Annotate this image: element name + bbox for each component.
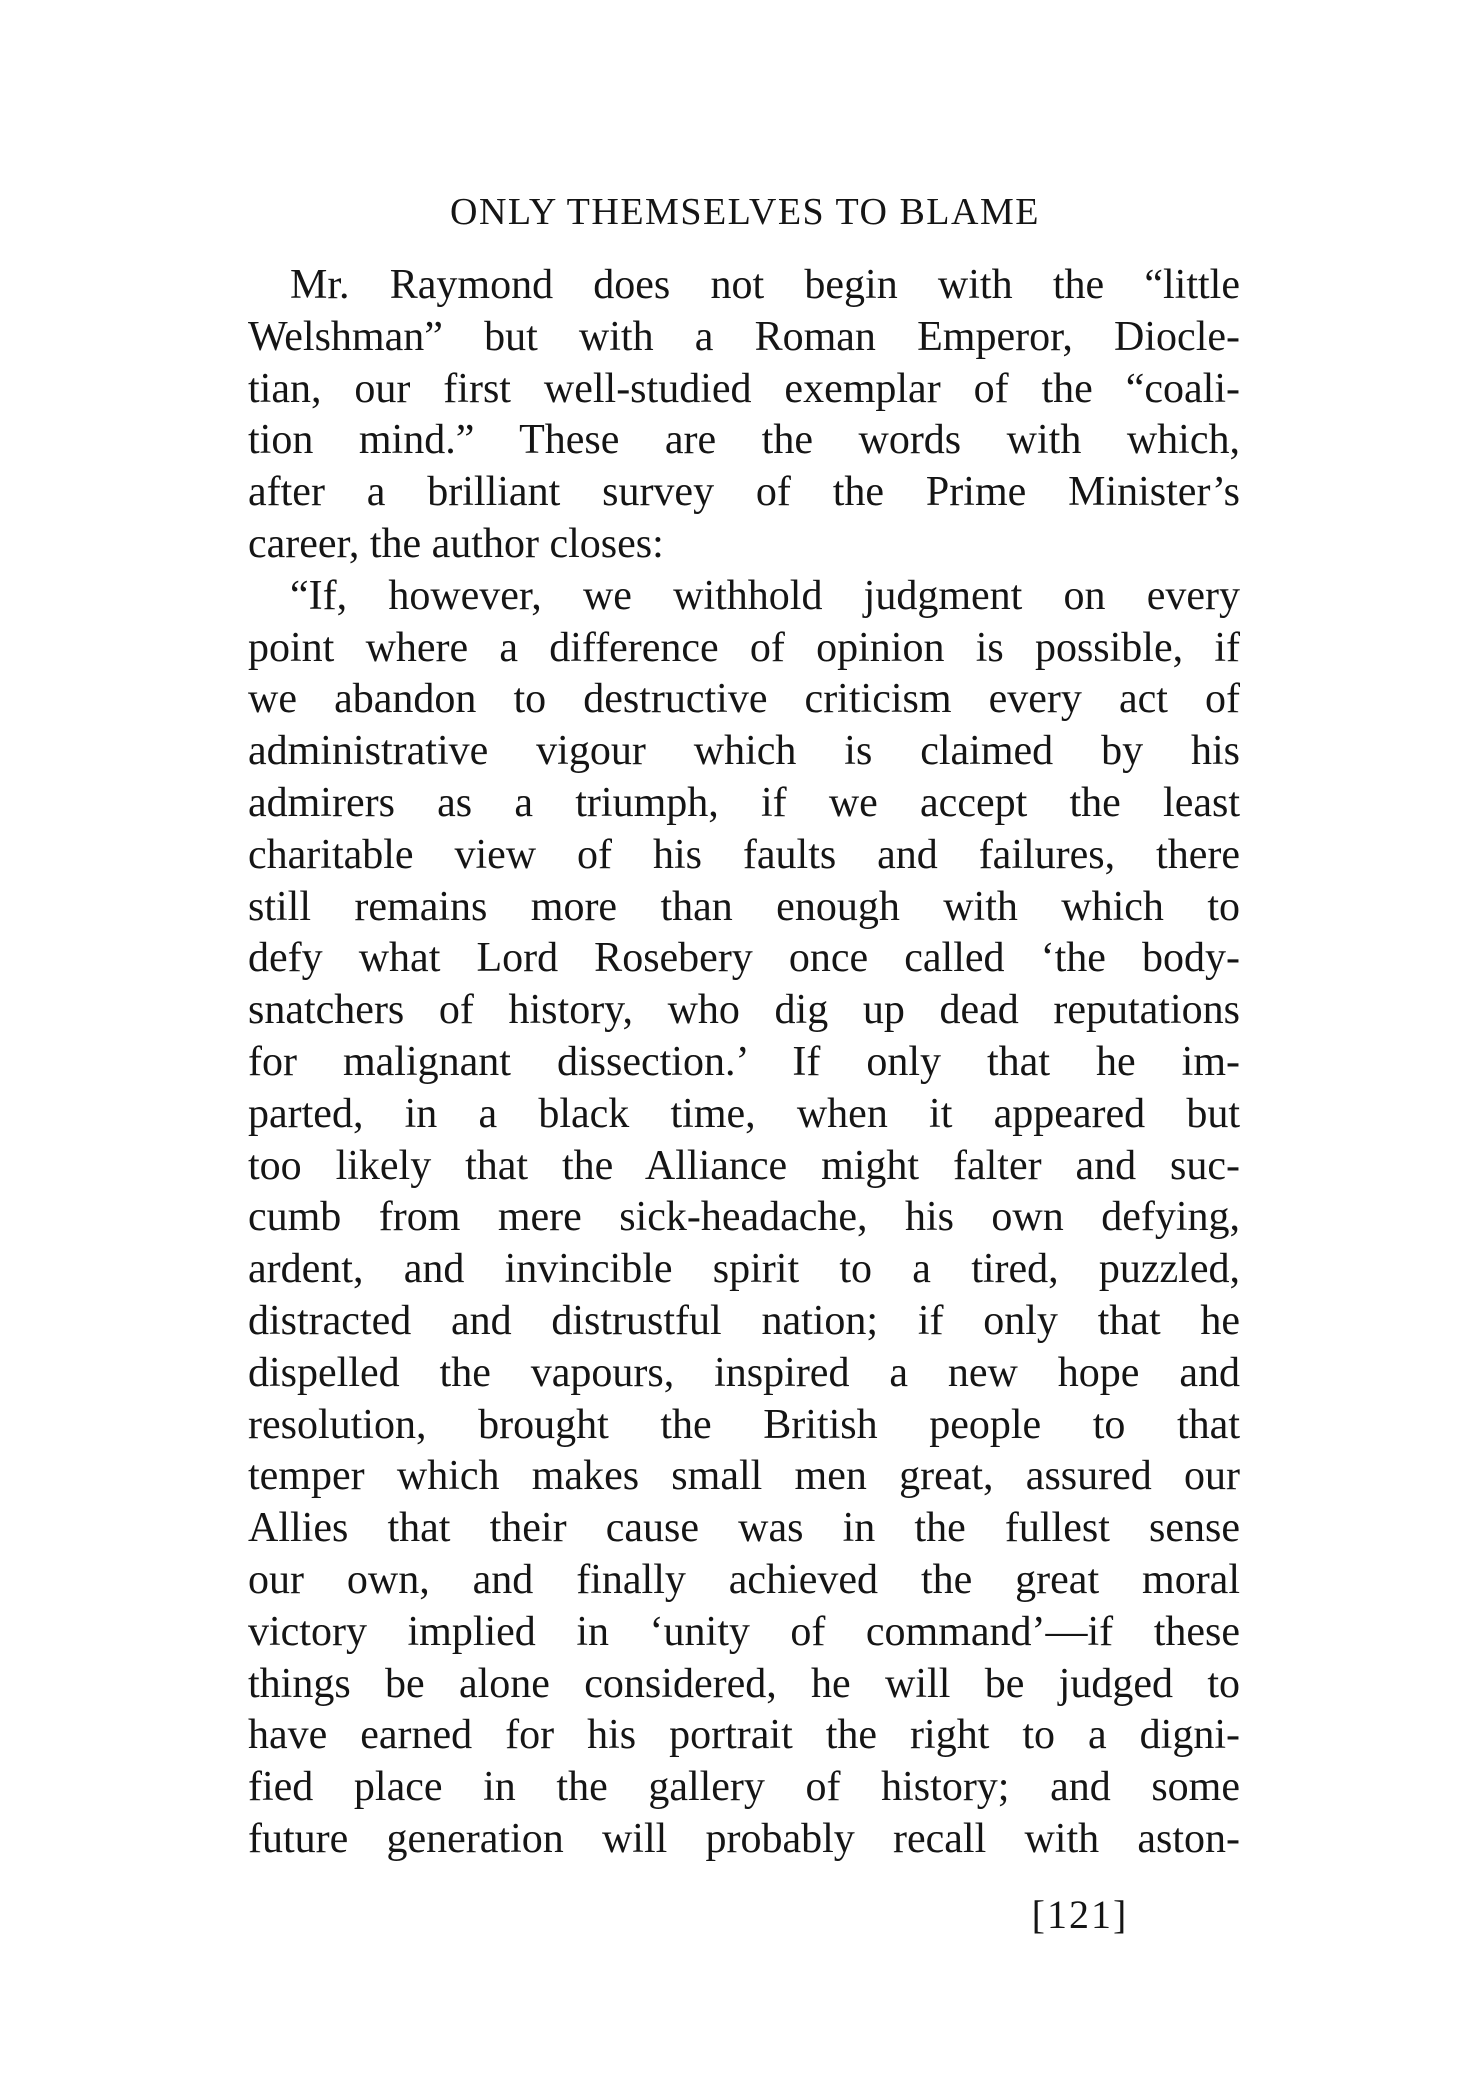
text-line: administrative vigour which is claimed by his (248, 728, 1240, 775)
text-line: after a brilliant survey of the Prime Minister’s (248, 469, 1240, 516)
text-line: defy what Lord Rosebery once called ‘the body- (248, 935, 1240, 982)
running-head: ONLY THEMSELVES TO BLAME (450, 191, 1040, 233)
text-line: admirers as a triumph, if we accept the least (248, 779, 1240, 826)
text-line: distracted and distrustful nation; if only that he (248, 1297, 1240, 1344)
text-line: temper which makes small men great, assured our (248, 1453, 1240, 1500)
text-line: Mr. Raymond does not begin with the “little (290, 262, 1240, 308)
text-line: still remains more than enough with which to (248, 883, 1240, 930)
text-line: have earned for his portrait the right to a digni- (248, 1712, 1240, 1759)
text-line: too likely that the Alliance might falter and suc- (248, 1142, 1240, 1189)
text-line: parted, in a black time, when it appeared but (248, 1090, 1240, 1137)
text-line: Allies that their cause was in the fullest sense (248, 1505, 1240, 1552)
text-line: we abandon to destructive criticism every act of (248, 676, 1240, 723)
text-line: charitable view of his faults and failures, there (248, 831, 1240, 878)
text-line: Welshman” but with a Roman Emperor, Diocle- (248, 313, 1240, 360)
text-line: snatchers of history, who dig up dead reputations (248, 987, 1240, 1034)
text-line: dispelled the vapours, inspired a new hope and (248, 1349, 1240, 1396)
text-line: future generation will probably recall with aston- (248, 1815, 1240, 1862)
text-line: things be alone considered, he will be judged to (248, 1660, 1240, 1707)
text-line: victory implied in ‘unity of command’—if these (248, 1608, 1240, 1655)
text-line: resolution, brought the British people to that (248, 1401, 1240, 1448)
text-line: point where a difference of opinion is possible, if (248, 624, 1240, 671)
text-line: “If, however, we withhold judgment on every (290, 572, 1240, 619)
text-line: tion mind.” These are the words with which, (248, 417, 1240, 464)
body-text (248, 260, 1240, 1866)
text-line: cumb from mere sick-headache, his own defying, (248, 1194, 1240, 1241)
text-line: tian, our first well-studied exemplar of the “coali- (248, 365, 1240, 412)
text-line: career, the author closes: (248, 520, 664, 567)
text-line: for malignant dissection.’ If only that he im- (248, 1038, 1240, 1085)
text-line: our own, and finally achieved the great moral (248, 1556, 1240, 1603)
page-number: [121] (1031, 1892, 1129, 1937)
text-line: ardent, and invincible spirit to a tired, puzzled, (248, 1246, 1240, 1293)
text-line: fied place in the gallery of history; and some (248, 1764, 1240, 1811)
